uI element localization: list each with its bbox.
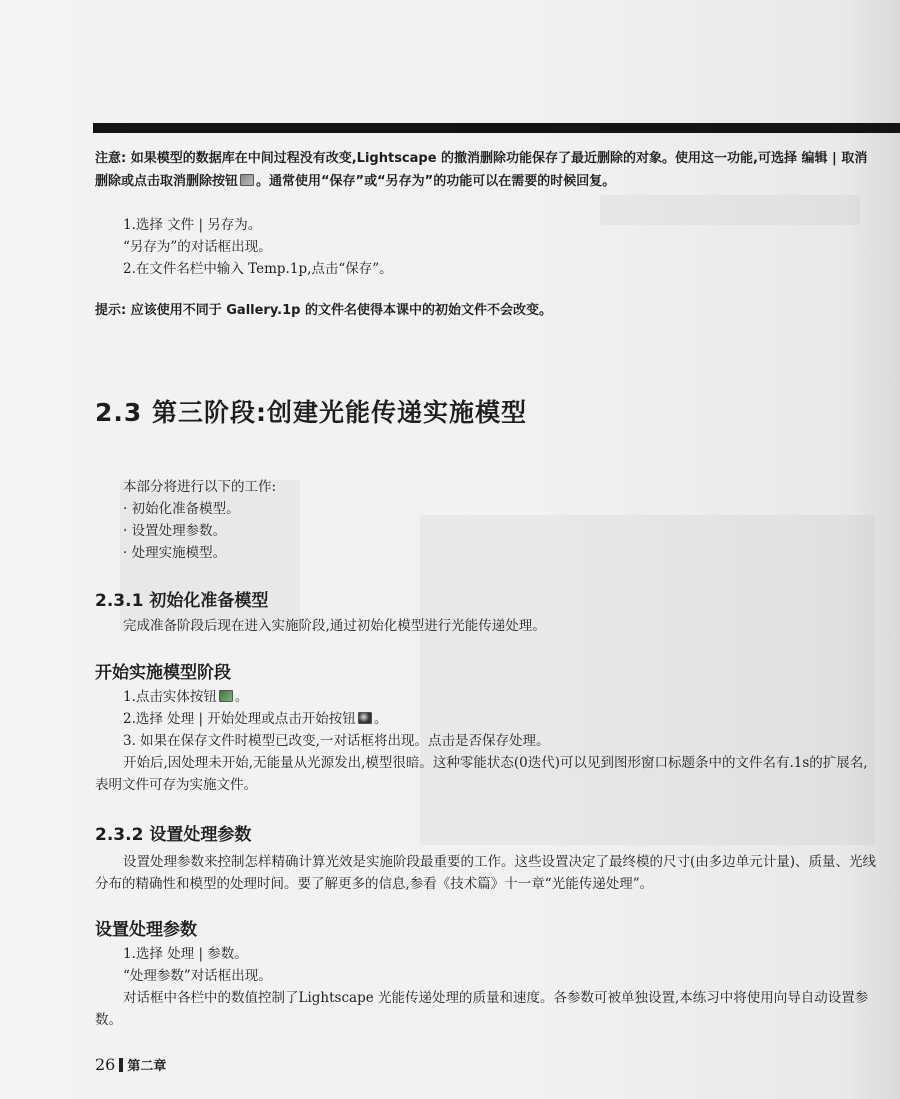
note-text-2: 。通常使用“保存”或“另存为”的功能可以在需要的时候回复。 <box>256 174 616 189</box>
page-footer <box>95 1055 166 1074</box>
set-params <box>95 915 880 1031</box>
save-step-1-result: “另存为”的对话框出现。 <box>123 239 272 255</box>
save-steps <box>95 214 880 280</box>
start-button-icon <box>358 712 372 724</box>
start-impl-step-2-end: 。 <box>373 711 388 727</box>
section-2-3-2-title: 2.3.2 设置处理参数 <box>95 825 252 845</box>
section-2-3-1-title: 2.3.1 初始化准备模型 <box>95 591 269 611</box>
bullet-item: · 设置处理参数。 <box>123 523 227 539</box>
start-impl-step-1: 1.点击实体按钮 <box>123 689 217 705</box>
tip-text: 应该使用不同于 Gallery.1p 的文件名使得本课中的初始文件不会改变。 <box>130 303 552 318</box>
tip-label: 提示: <box>95 303 127 318</box>
bullet-item: · 处理实施模型。 <box>123 545 227 561</box>
set-params-step-1: 1.选择 处理 | 参数。 <box>123 946 248 962</box>
bullet-item: · 初始化准备模型。 <box>123 501 240 517</box>
footer-separator <box>119 1058 123 1072</box>
start-impl-step-1-end: 。 <box>234 689 249 705</box>
start-impl-step-2: 2.选择 处理 | 开始处理或点击开始按钮 <box>123 711 356 727</box>
chapter-label: 第二章 <box>127 1059 167 1074</box>
set-params-title: 设置处理参数 <box>95 920 197 940</box>
start-impl-step-3: 3. 如果在保存文件时模型已改变,一对话框将出现。点击是否保存处理。 <box>123 733 550 749</box>
section-2-3-intro: 本部分将进行以下的工作: <box>123 479 277 495</box>
note-block <box>95 147 880 193</box>
section-2-3-1 <box>95 586 880 637</box>
save-step-2: 2.在文件名栏中输入 Temp.1p,点击“保存”。 <box>123 261 393 277</box>
undelete-button-icon <box>240 174 254 186</box>
section-2-3-2 <box>95 820 880 895</box>
section-2-3-title: 2.3 第三阶段:创建光能传递实施模型 <box>95 398 527 427</box>
set-params-step-1-result: “处理参数”对话框出现。 <box>123 968 272 984</box>
header-rule <box>93 123 900 133</box>
tip-block <box>95 300 880 322</box>
section-2-3 <box>95 393 880 429</box>
start-impl <box>95 658 880 796</box>
section-2-3-2-text: 设置处理参数来控制怎样精确计算光效是实施阶段最重要的工作。这些设置决定了最终模的尺寸(由多边单元计量)、质量、光线分布的精确性和模型的处理时间。要了解更多的信息,参看《技术篇》十一章“光能传递处理”。 <box>95 854 877 892</box>
note-text-1: 如果模型的数据库在中间过程没有改变,Lightscape 的撤消删除功能保存了最近删除的对象。使用这一功能,可选择 编辑 | 取消删除或点击取消删除按钮 <box>95 151 868 189</box>
start-impl-paragraph: 开始后,因处理未开始,无能量从光源发出,模型很暗。这种零能状态(0迭代)可以见到图形窗口标题条中的文件名有.1s的扩展名,表明文件可存为实施文件。 <box>95 755 868 793</box>
solid-button-icon <box>219 690 233 702</box>
set-params-paragraph: 对话框中各栏中的数值控制了Lightscape 光能传递处理的质量和速度。各参数可被单独设置,本练习中将使用向导自动设置参数。 <box>95 990 869 1028</box>
note-label: 注意: <box>95 151 127 166</box>
save-step-1: 1.选择 文件 | 另存为。 <box>123 217 262 233</box>
section-2-3-body <box>95 476 880 564</box>
section-2-3-1-text: 完成准备阶段后现在进入实施阶段,通过初始化模型进行光能传递处理。 <box>123 618 546 634</box>
start-impl-title: 开始实施模型阶段 <box>95 663 231 683</box>
page-number: 26 <box>95 1055 116 1074</box>
